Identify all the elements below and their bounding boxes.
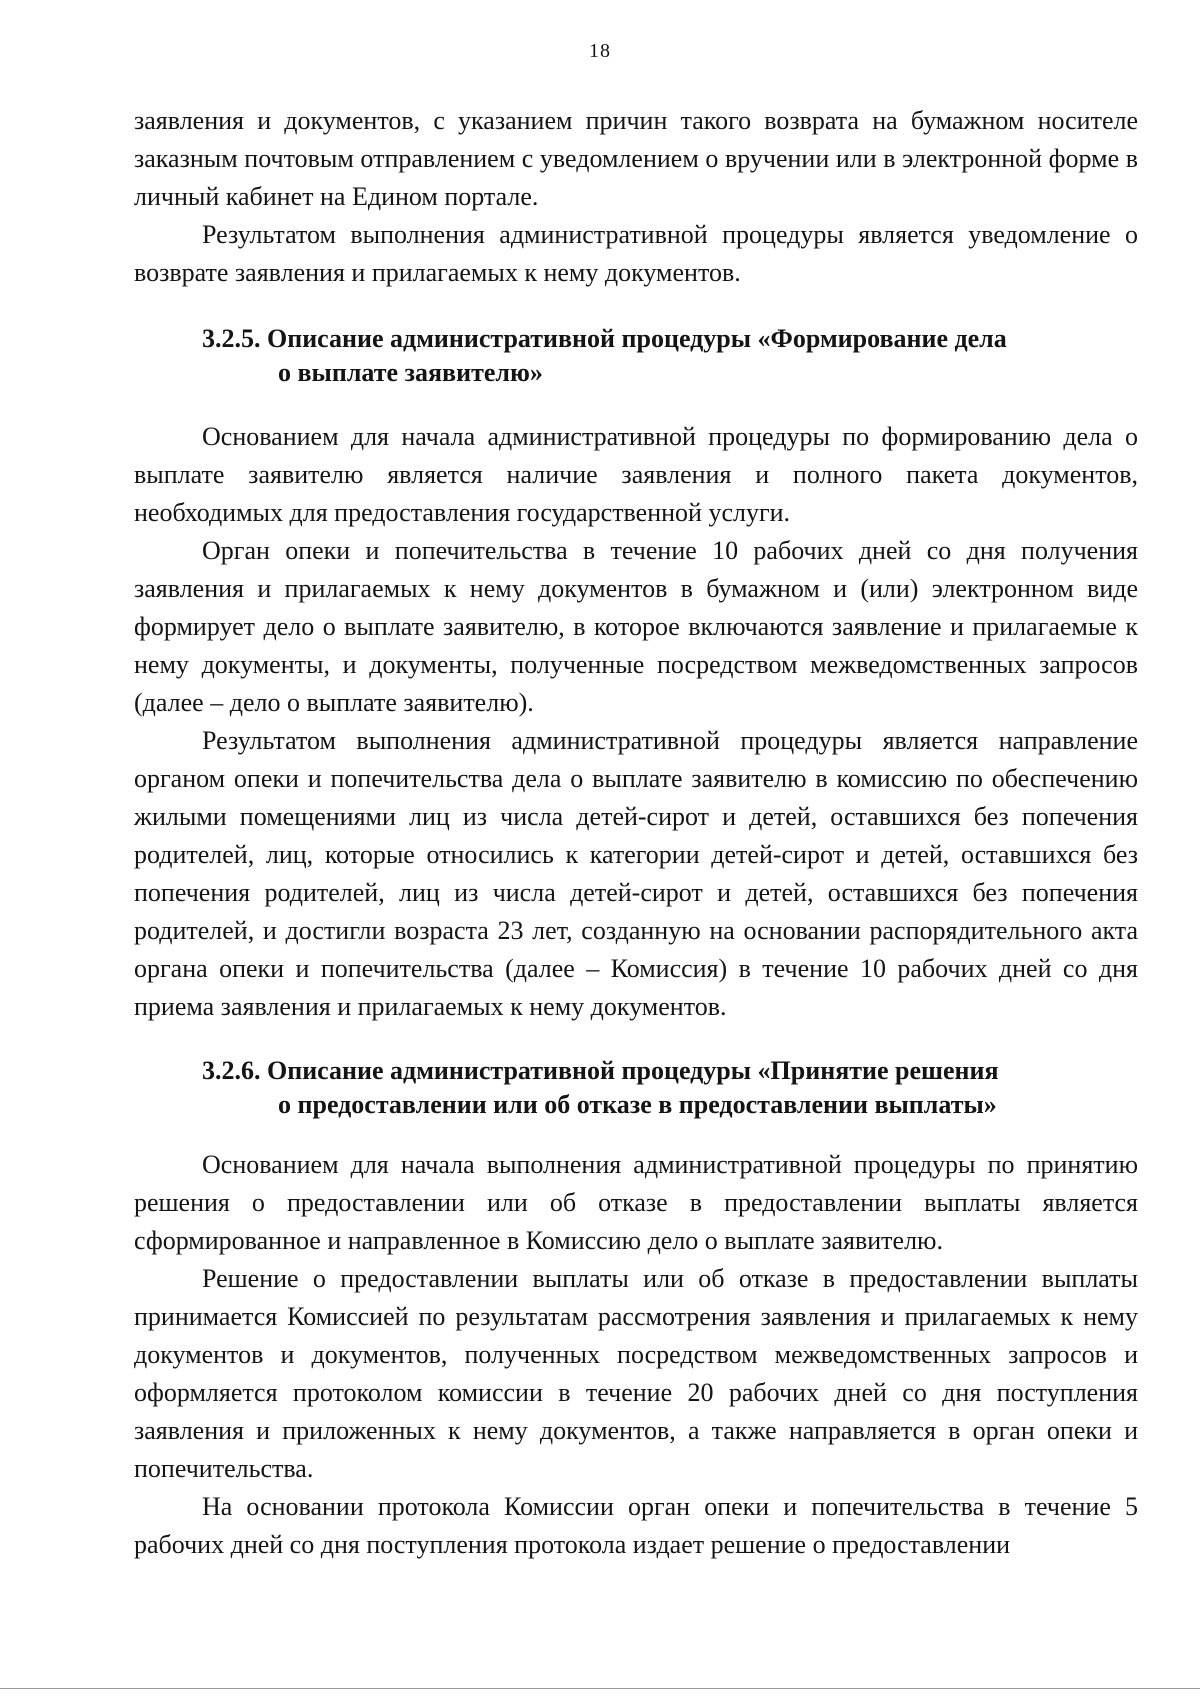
section-heading-3-2-6-line2: о предоставлении или об отказе в предоставлении выплаты» xyxy=(278,1090,997,1119)
section-heading-3-2-5 xyxy=(134,322,1138,390)
paragraph-326-decision: Решение о предоставлении выплаты или об отказе в предоставлении выплаты принимается Комиссией по результатам рассмотрения заявления и прилагаемых к нему документов и документов, полученных посредством межведомственных запросов и оформляется протоколом комиссии в течение 20 рабочих дней со дня поступления заявления и приложенных к нему документов, а также направляется в орган опеки и попечительства. xyxy=(134,1264,1138,1483)
paragraph-return-result: Результатом выполнения административной процедуры является уведомление о возврате заявления и прилагаемых к нему документов. xyxy=(134,220,1138,287)
paragraph-325-result: Результатом выполнения административной процедуры является направление органом опеки и попечительства дела о выплате заявителю в комиссию по обеспечению жилыми помещениями лиц из числа детей-сирот и детей, оставшихся без попечения родителей, лиц, которые относились к категории детей-сирот и детей, оставшихся без попечения родителей, лиц из числа детей-сирот и детей, оставшихся без попечения родителей, и достигли возраста 23 лет, созданную на основании распорядительного акта органа опеки и попечительства (далее – Комиссия) в течение 10 рабочих дней со дня приема заявления и прилагаемых к нему документов. xyxy=(134,726,1138,1021)
section-heading-3-2-6-line1: 3.2.6. Описание административной процедуры «Принятие решения xyxy=(202,1056,999,1085)
paragraph-325-basis: Основанием для начала административной процедуры по формированию дела о выплате заявителю является наличие заявления и полного пакета документов, необходимых для предоставления государственной услуги. xyxy=(134,422,1138,527)
paragraph-325-formation: Орган опеки и попечительства в течение 10 рабочих дней со дня получения заявления и прилагаемых к нему документов в бумажном и (или) электронном виде формирует дело о выплате заявителю, в которое включаются заявление и прилагаемые к нему документы, и документы, полученные посредством межведомственных запросов (далее – дело о выплате заявителю). xyxy=(134,536,1138,717)
paragraph-326-protocol: На основании протокола Комиссии орган опеки и попечительства в течение 5 рабочих дней со дня поступления протокола издает решение о предоставлении xyxy=(134,1492,1138,1559)
section-heading-3-2-5-line2: о выплате заявителю» xyxy=(278,358,543,387)
paragraph-326-basis: Основанием для начала выполнения административной процедуры по принятию решения о предоставлении или об отказе в предоставлении выплаты является сформированное и направленное в Комиссию дело о выплате заявителю. xyxy=(134,1150,1138,1255)
section-heading-3-2-5-line1: 3.2.5. Описание административной процедуры «Формирование дела xyxy=(202,324,1007,353)
page-number: 18 xyxy=(589,40,611,62)
page-bottom-rule xyxy=(0,1688,1200,1689)
paragraph-return-notice: заявления и документов, с указанием причин такого возврата на бумажном носителе заказным почтовым отправлением с уведомлением о вручении или в электронной форме в личный кабинет на Едином портале. xyxy=(134,106,1138,211)
section-heading-3-2-6 xyxy=(134,1054,1138,1122)
document-body xyxy=(134,102,1138,1564)
